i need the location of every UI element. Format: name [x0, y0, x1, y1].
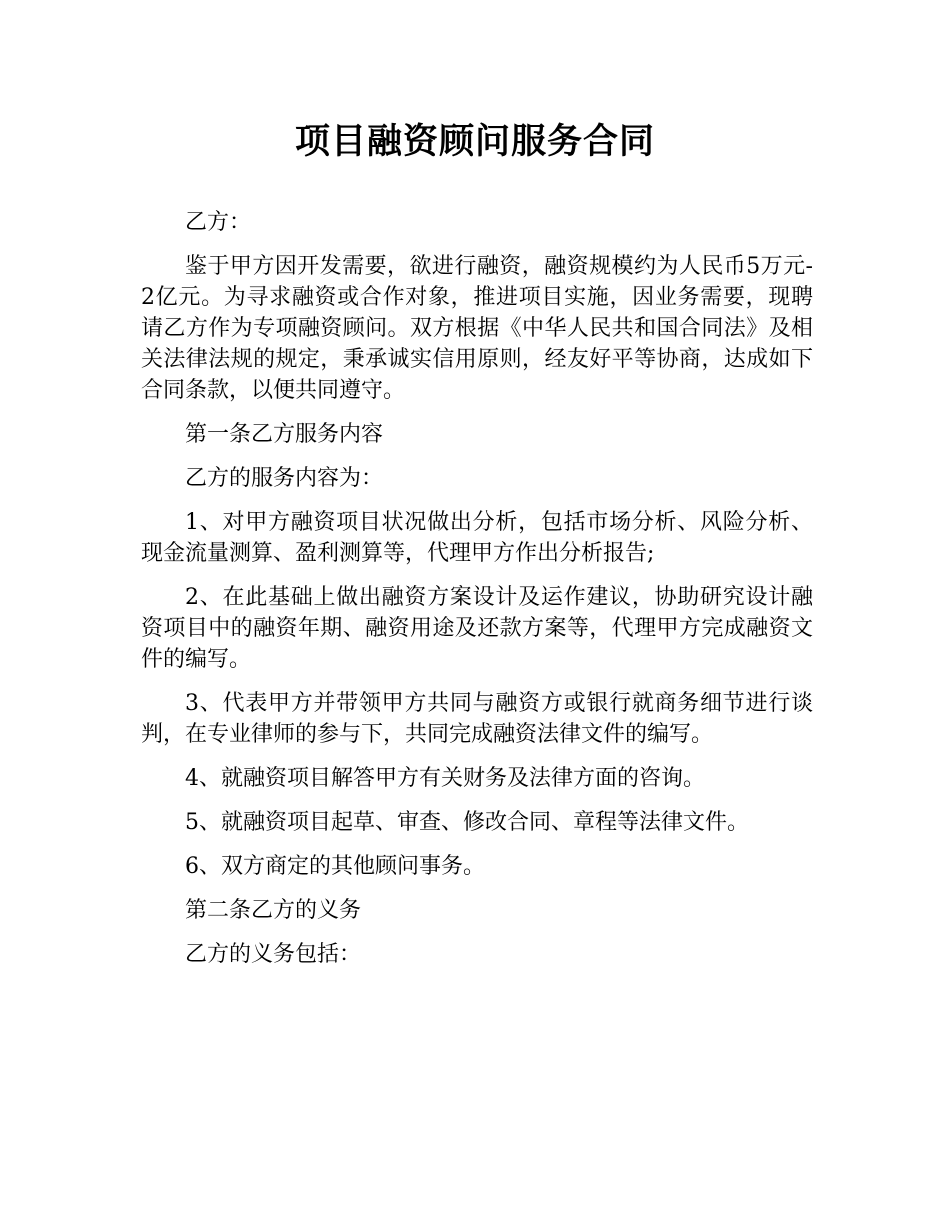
service-content-intro: 乙方的服务内容为：	[185, 466, 384, 491]
obligations-intro: 乙方的义务包括：	[185, 942, 362, 967]
service-item-6: 6、双方商定的其他顾问事务。	[185, 854, 485, 879]
document-body	[141, 207, 813, 983]
service-item-2: 2、在此基础上做出融资方案设计及运作建议，协助研究设计融资项目中的融资年期、融资用途及还款方案等，代理甲方完成融资文件的编写。	[141, 585, 813, 672]
service-item-5: 5、就融资项目起草、审查、修改合同、章程等法律文件。	[185, 810, 749, 835]
service-item-1: 1、对甲方融资项目状况做出分析，包括市场分析、风险分析、现金流量测算、盈利测算等，代理甲方作出分析报告;	[141, 510, 813, 566]
article-1-heading: 第一条乙方服务内容	[185, 422, 384, 447]
party-b-line: 乙方：	[185, 210, 252, 235]
service-item-4: 4、就融资项目解答甲方有关财务及法律方面的咨询。	[185, 766, 705, 791]
preamble-paragraph: 鉴于甲方因开发需要，欲进行融资，融资规模约为人民币5万元-2亿元。为寻求融资或合作对象，推进项目实施，因业务需要，现聘请乙方作为专项融资顾问。双方根据《中华人民共和国合同法》及相关法律法规的规定，秉承诚实信用原则，经友好平等协商，达成如下合同条款，以便共同遵守。	[141, 254, 813, 403]
document-title: 项目融资顾问服务合同	[294, 122, 655, 162]
service-item-3: 3、代表甲方并带领甲方共同与融资方或银行就商务细节进行谈判，在专业律师的参与下，共同完成融资法律文件的编写。	[141, 691, 813, 747]
article-2-heading: 第二条乙方的义务	[185, 898, 362, 923]
